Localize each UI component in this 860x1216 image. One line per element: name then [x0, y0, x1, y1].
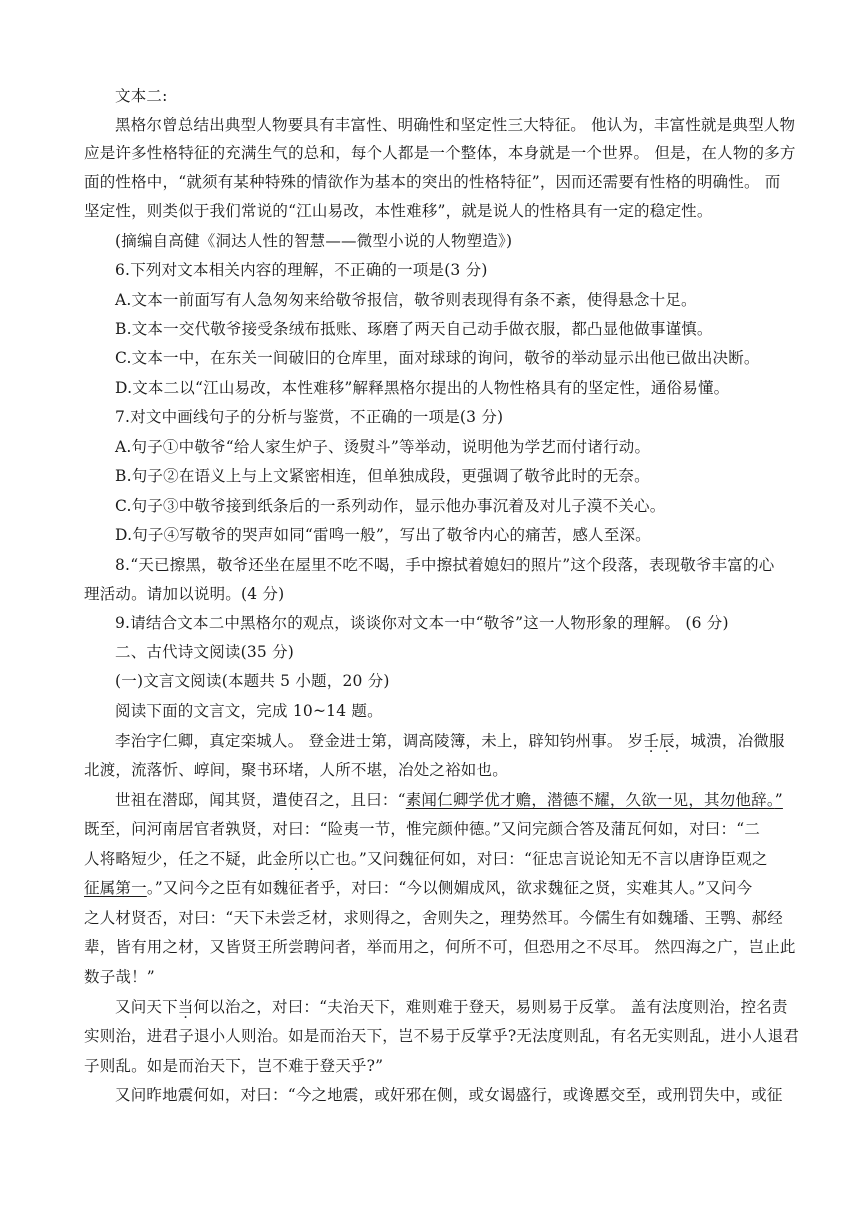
question-6-option-d: D.文本二以“江山易改，本性难移”解释黑格尔提出的人物性格具有的坚定性，通俗易懂。 [115, 379, 730, 397]
dotted-char: 所 [288, 850, 304, 868]
question-7-option-d: D.句子④写敬爷的哭声如同“雷鸣一般”，写出了敬爷内心的痛苦，感人至深。 [115, 526, 651, 544]
text-run: ，城溃，冶微服 [674, 732, 785, 750]
text-run: 亡也。”又问魏征何如，对曰：“征忠言说论知无不言以唐诤臣观之 [319, 850, 768, 868]
question-6-option-c: C.文本一中，在东关一间破旧的仓库里，面对球球的询问，敬爷的举动显示出他已做出决断。 [115, 349, 760, 367]
classical-text-line: 数子哉！” [84, 968, 155, 986]
classical-text-line: 北渡，流落忻、崞间，聚书环堵，人所不堪，冶处之裕如也。 [84, 761, 508, 779]
question-8: 8.“天已擦黑，敬爷还坐在屋里不吃不喝，手中擦拭着媳妇的照片”这个段落，表现敬爷丰富的心 [115, 556, 775, 574]
question-6-option-b: B.文本一交代敬爷接受条绒布抵账、琢磨了两天自己动手做衣服，都凸显他做事谨慎。 [115, 320, 713, 338]
question-7-option-b: B.句子②在语义上与上文紧密相连，但单独成段，更强调了敬爷此时的无奈。 [115, 467, 650, 485]
text-run: 人将略短少，任之不疑，此金 [84, 850, 289, 868]
paragraph-line: 坚定性，则类似于我们常说的“江山易改，本性难移”，就是说人的性格具有一定的稳定性。 [84, 202, 713, 220]
dotted-char: 壬 [643, 732, 660, 750]
classical-text-line: 子则乱。如是而治天下，岂不难于登天乎?” [84, 1057, 384, 1075]
classical-text-line [115, 788, 783, 810]
dotted-char: 当 [177, 998, 194, 1016]
classical-text-line: 之人材贤否，对曰：“天下未尝乏材，求则得之，舍则失之，理势然耳。今儒生有如魏璠、王鹗、郝经 [84, 909, 783, 927]
question-7-option-a: A.句子①中敬爷“给人家生炉子、烫熨斗”等举动，说明他为学艺而付诸行动。 [115, 438, 651, 456]
paragraph-line: 黑格尔曾总结出典型人物要具有丰富性、明确性和坚定性三大特征。 他认为，丰富性就是典型人物 [115, 116, 796, 134]
text2-title: 文本二: [115, 87, 168, 105]
classical-text-line: 又问昨地震何如，对曰：“今之地震，或奸邪在侧，或女谒盛行，或谗慝交至，或刑罚失中，或征 [115, 1086, 783, 1104]
question-9: 9.请结合文本二中黑格尔的观点，谈谈你对文本一中“敬爷”这一人物形象的理解。 (6 分) [115, 614, 729, 632]
dotted-char: 辰 [659, 732, 675, 750]
paragraph-line: 应是许多性格特征的充满生气的总和，每个人都是一个整体，本身就是一个世界。 但是，在人物的多方 [84, 144, 796, 162]
source-citation: (摘编自高健《洞达人性的智慧——微型小说的人物塑造》) [115, 232, 513, 250]
question-7: 7.对文中画线句子的分析与鉴赏，不正确的一项是(3 分) [115, 408, 504, 426]
underlined-sentence: 征属第一 [84, 879, 147, 897]
text-run: 何以治之，对曰：“夫治天下，难则难于登天，易则易于反掌。 盖有法度则治，控名责 [193, 998, 788, 1016]
subsection-heading: (一)文言文阅读(本题共 5 小题，20 分) [115, 672, 390, 690]
text-run: 李治字仁卿，真定栾城人。 登金进士第，调高陵簿，未上，辟知钧州事。 岁 [115, 732, 644, 750]
classical-text-line: 辈，皆有用之材，又皆贤王所尝聘问者，举而用之，何所不可，但恐用之不尽耳。 然四海之广，岂止此 [84, 938, 796, 956]
text-run: ” [774, 791, 783, 809]
question-6-option-a: A.文本一前面写有人急匆匆来给敬爷报信，敬爷则表现得有条不紊，使得悬念十足。 [115, 291, 697, 309]
classical-text-line [115, 729, 785, 751]
text-run: 世祖在潜邸，闻其贤，遣使召之，且曰：“ [115, 791, 406, 809]
classical-text-line: 既至，问河南居官者孰贤，对曰：“险夷一节，惟完颜仲德。”又问完颜合答及蒲瓦何如，对曰：“二 [84, 820, 761, 838]
section-heading: 二、古代诗文阅读(35 分) [115, 643, 295, 661]
paragraph-line: 面的性格中，“就须有某种特殊的情欲作为基本的突出的性格特征”，因而还需要有性格的明确性。 而 [84, 173, 781, 191]
text-run: 。”又问今之臣有如魏征者乎，对曰：“今以侧媚成风，欲求魏征之贤，实难其人。”又问今 [146, 879, 753, 897]
classical-text-line [84, 847, 768, 869]
instruction: 阅读下面的文言文，完成 10~14 题。 [115, 702, 383, 720]
dotted-char: 以 [303, 850, 320, 868]
classical-text-line: 实则治，进君子退小人则治。如是而治天下，岂不易于反掌乎?无法度则乱，有名无实则乱，进小人退君 [84, 1027, 800, 1045]
question-7-option-c: C.句子③中敬爷接到纸条后的一系列动作，显示他办事沉着及对儿子漠不关心。 [115, 497, 666, 515]
classical-text-line [115, 995, 788, 1017]
classical-text-line [84, 876, 752, 898]
text-run: 又问天下 [115, 998, 178, 1016]
underlined-sentence: 素闻仁卿学优才赡，潜德不耀，久欲一见，其勿他辞。 [405, 791, 775, 809]
question-8-cont: 理活动。请加以说明。(4 分) [84, 585, 285, 603]
question-6: 6.下列对文本相关内容的理解，不正确的一项是(3 分) [115, 261, 488, 279]
